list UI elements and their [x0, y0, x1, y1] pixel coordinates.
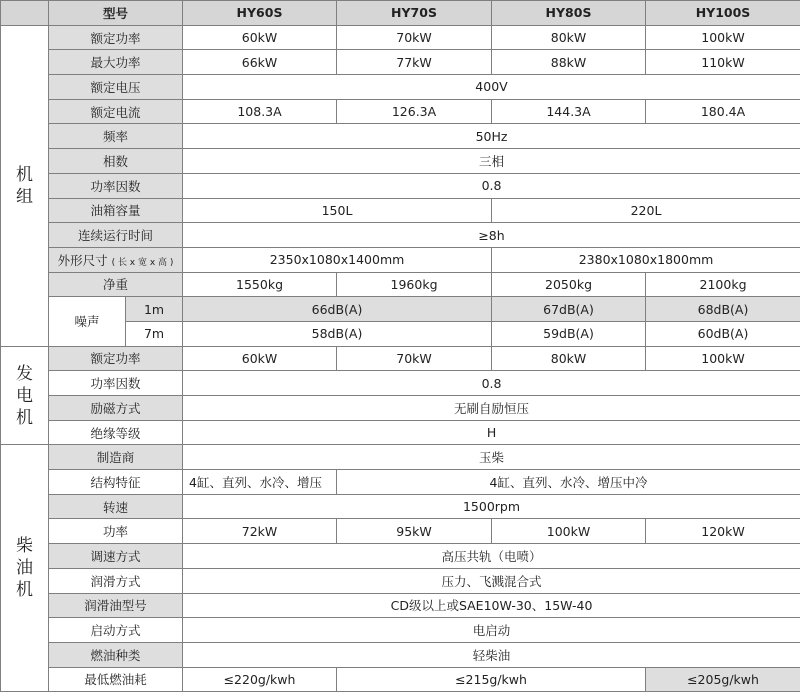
- cell: 电启动: [183, 618, 800, 643]
- eng-oil-grade-row: [1, 593, 800, 618]
- eng-structure-row: [1, 470, 800, 495]
- cell: 126.3A: [337, 99, 492, 124]
- cell: 0.8: [183, 173, 800, 198]
- unit-power-factor-row: [1, 173, 800, 198]
- eng-speed-row: [1, 494, 800, 519]
- section-engine-label: 柴油机: [16, 535, 33, 601]
- cell: 70kW: [337, 25, 492, 50]
- cell: 2100kg: [646, 272, 800, 297]
- row-label: 绝缘等级: [49, 420, 183, 445]
- cell: 77kW: [337, 50, 492, 75]
- cell: 1960kg: [337, 272, 492, 297]
- row-label: 功率: [49, 519, 183, 544]
- model-hy100s: HY100S: [646, 1, 800, 26]
- row-label: 功率因数: [49, 173, 183, 198]
- cell: H: [183, 420, 800, 445]
- dimensions-label: 外形尺寸: [58, 253, 108, 268]
- row-label: 制造商: [49, 445, 183, 470]
- cell: 110kW: [646, 50, 800, 75]
- row-label: 最大功率: [49, 50, 183, 75]
- header-row: [1, 1, 800, 26]
- row-label: 额定功率: [49, 25, 183, 50]
- dimensions-note: ( 长 x 宽 x 高 ): [112, 258, 174, 268]
- cell: 80kW: [492, 346, 646, 371]
- cell: 60kW: [183, 25, 337, 50]
- eng-starting-row: [1, 618, 800, 643]
- section-unit-label: 机组: [16, 164, 33, 208]
- cell: 60dB(A): [646, 321, 800, 346]
- row-label: 油箱容量: [49, 198, 183, 223]
- cell: 三相: [183, 149, 800, 174]
- unit-dimensions-row: [1, 247, 800, 272]
- unit-frequency-row: [1, 124, 800, 149]
- cell: 67dB(A): [492, 297, 646, 322]
- row-label: 润滑方式: [49, 568, 183, 593]
- unit-rated-voltage-row: [1, 75, 800, 100]
- section-alternator: [1, 346, 49, 445]
- row-label: 额定功率: [49, 346, 183, 371]
- section-alternator-label: 发电机: [16, 363, 33, 429]
- cell: 100kW: [646, 346, 800, 371]
- cell: ≥8h: [183, 223, 800, 248]
- cell: 66dB(A): [183, 297, 492, 322]
- row-label: 启动方式: [49, 618, 183, 643]
- cell: ≤220g/kwh: [183, 667, 337, 692]
- unit-max-power-row: [1, 50, 800, 75]
- cell: 4缸、直列、水冷、增压: [183, 470, 337, 495]
- unit-rated-current-row: [1, 99, 800, 124]
- noise-distance-1m: 1m: [126, 297, 183, 322]
- eng-power-row: [1, 519, 800, 544]
- unit-net-weight-row: [1, 272, 800, 297]
- cell: 144.3A: [492, 99, 646, 124]
- section-unit: [1, 25, 49, 346]
- noise-distance-7m: 7m: [126, 321, 183, 346]
- unit-rated-power-row: [1, 25, 800, 50]
- cell: 68dB(A): [646, 297, 800, 322]
- eng-lubrication-row: [1, 568, 800, 593]
- cell: 1500rpm: [183, 494, 800, 519]
- row-label: 结构特征: [49, 470, 183, 495]
- cell: 150L: [183, 198, 492, 223]
- cell: 220L: [492, 198, 800, 223]
- row-label: 最低燃油耗: [49, 667, 183, 692]
- cell: 66kW: [183, 50, 337, 75]
- row-label: 净重: [49, 272, 183, 297]
- row-label: 频率: [49, 124, 183, 149]
- cell: 2050kg: [492, 272, 646, 297]
- model-label: 型号: [49, 1, 183, 26]
- eng-fuel-type-row: [1, 642, 800, 667]
- row-label: 转速: [49, 494, 183, 519]
- row-label: 相数: [49, 149, 183, 174]
- cell: ≤215g/kwh: [337, 667, 646, 692]
- cell: 100kW: [646, 25, 800, 50]
- cell: CD级以上或SAE10W-30、15W-40: [183, 593, 800, 618]
- row-label: 功率因数: [49, 371, 183, 396]
- alt-excitation-row: [1, 396, 800, 421]
- header-blank: [1, 1, 49, 26]
- cell: 100kW: [492, 519, 646, 544]
- noise-label: 噪声: [49, 297, 126, 346]
- cell: 60kW: [183, 346, 337, 371]
- cell: 95kW: [337, 519, 492, 544]
- cell: 轻柴油: [183, 642, 800, 667]
- row-label: 燃油种类: [49, 642, 183, 667]
- row-label: [49, 247, 183, 272]
- row-label: 连续运行时间: [49, 223, 183, 248]
- cell: 59dB(A): [492, 321, 646, 346]
- cell: 80kW: [492, 25, 646, 50]
- row-label: 调速方式: [49, 544, 183, 569]
- alt-power-factor-row: [1, 371, 800, 396]
- cell: 70kW: [337, 346, 492, 371]
- cell: ≤205g/kwh: [646, 667, 800, 692]
- cell: 无刷自励恒压: [183, 396, 800, 421]
- row-label: 润滑油型号: [49, 593, 183, 618]
- cell: 0.8: [183, 371, 800, 396]
- cell: 72kW: [183, 519, 337, 544]
- eng-min-fuel-row: [1, 667, 800, 692]
- row-label: 额定电流: [49, 99, 183, 124]
- cell: 108.3A: [183, 99, 337, 124]
- model-hy80s: HY80S: [492, 1, 646, 26]
- unit-continuous-run-row: [1, 223, 800, 248]
- eng-manufacturer-row: [1, 445, 800, 470]
- alt-rated-power-row: [1, 346, 800, 371]
- cell: 50Hz: [183, 124, 800, 149]
- cell: 58dB(A): [183, 321, 492, 346]
- row-label: 励磁方式: [49, 396, 183, 421]
- model-hy70s: HY70S: [337, 1, 492, 26]
- eng-governor-row: [1, 544, 800, 569]
- row-label: 额定电压: [49, 75, 183, 100]
- cell: 2380x1080x1800mm: [492, 247, 800, 272]
- cell: 压力、飞溅混合式: [183, 568, 800, 593]
- unit-phase-row: [1, 149, 800, 174]
- alt-insulation-row: [1, 420, 800, 445]
- cell: 400V: [183, 75, 800, 100]
- section-engine: [1, 445, 49, 692]
- unit-fuel-tank-row: [1, 198, 800, 223]
- model-hy60s: HY60S: [183, 1, 337, 26]
- cell: 4缸、直列、水冷、增压中冷: [337, 470, 800, 495]
- cell: 高压共轨（电喷）: [183, 544, 800, 569]
- unit-noise-1m-row: [1, 297, 800, 322]
- cell: 88kW: [492, 50, 646, 75]
- cell: 1550kg: [183, 272, 337, 297]
- cell: 180.4A: [646, 99, 800, 124]
- cell: 玉柴: [183, 445, 800, 470]
- cell: 2350x1080x1400mm: [183, 247, 492, 272]
- cell: 120kW: [646, 519, 800, 544]
